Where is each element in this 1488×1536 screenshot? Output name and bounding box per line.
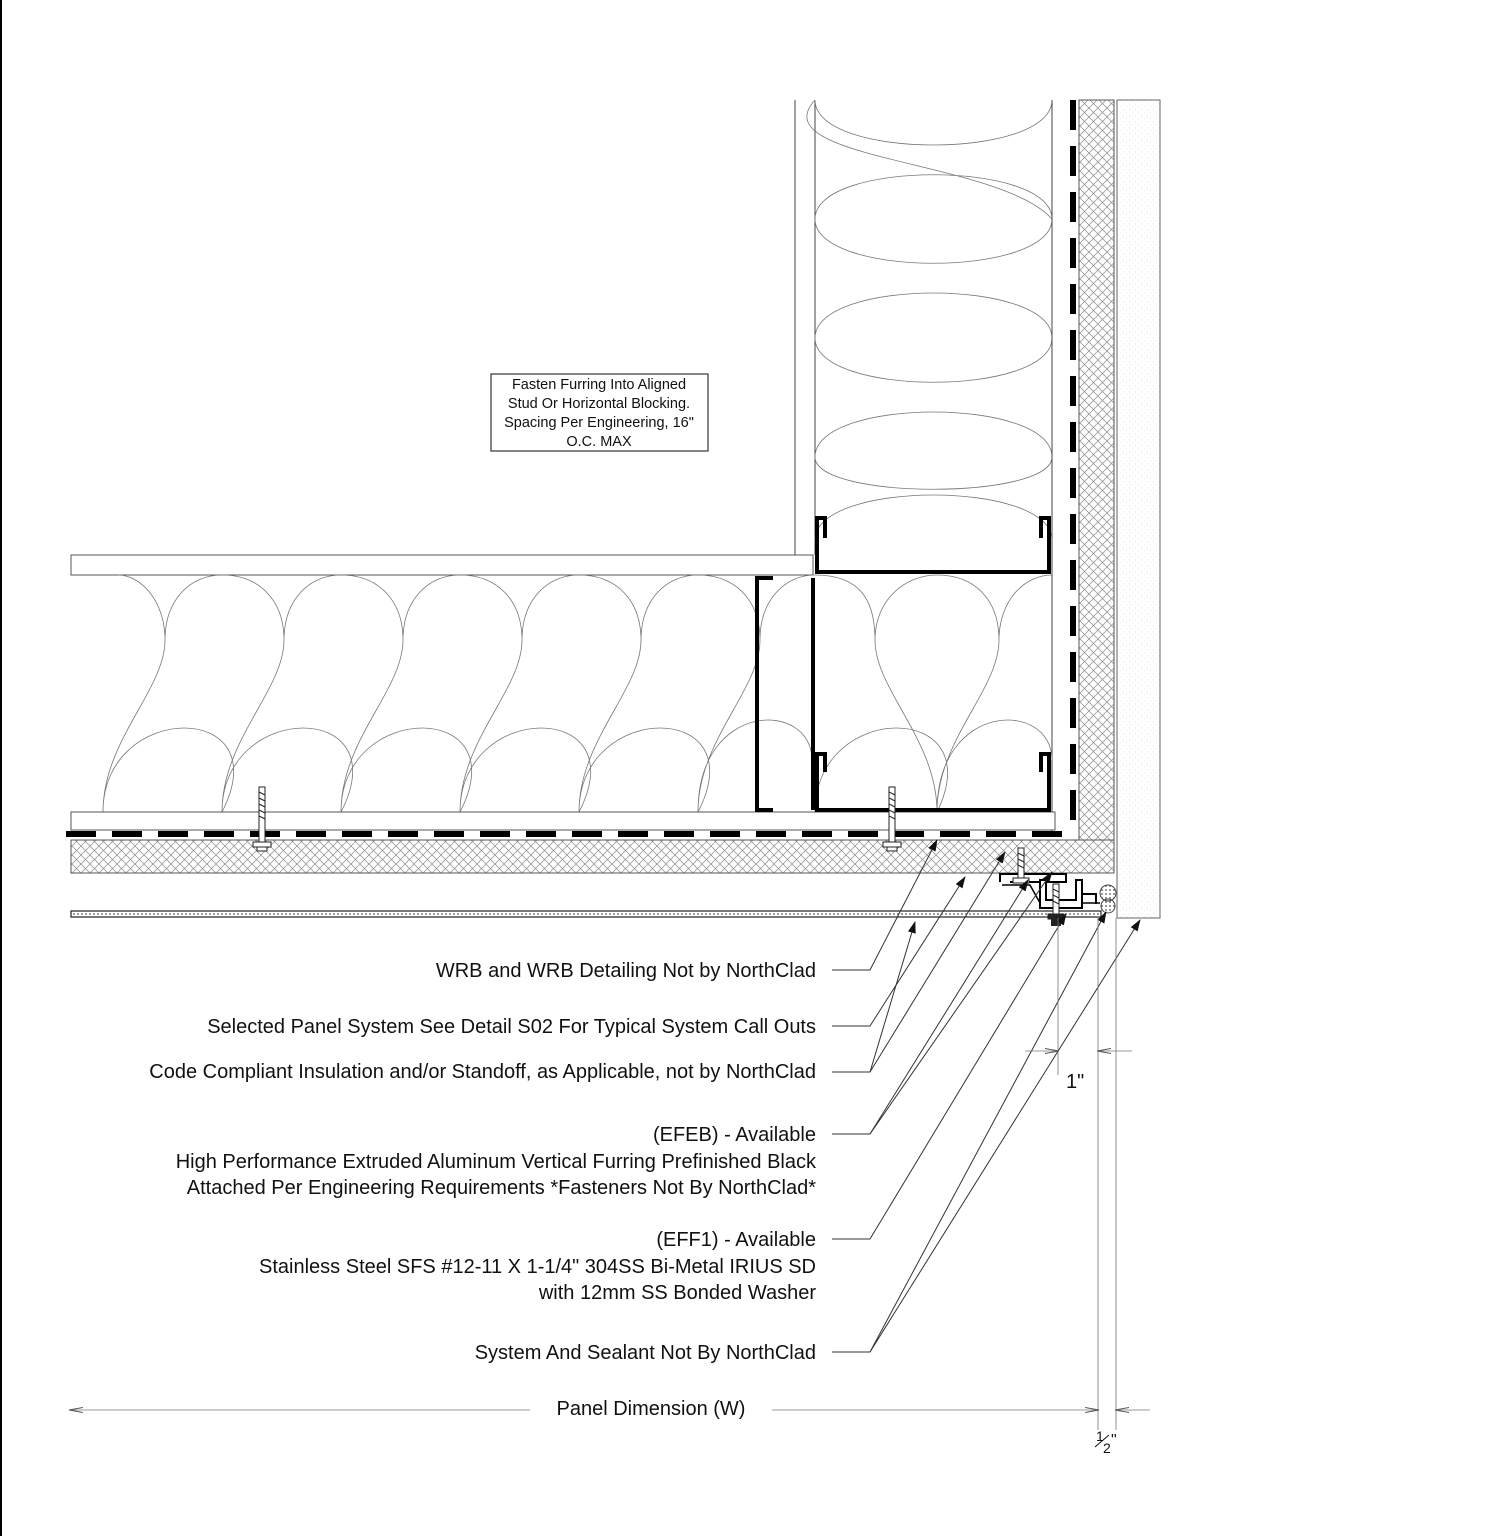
horizontal-rigid-insulation [71, 840, 1114, 873]
leader-panel-system [832, 877, 965, 1026]
vertical-batt-insulation [807, 100, 1052, 540]
callout-wrb: WRB and WRB Detailing Not by NorthClad [435, 960, 816, 982]
corner-stud-left [757, 578, 773, 810]
callout-sealant: System And Sealant Not By NorthClad [474, 1342, 816, 1364]
leader-eff1 [832, 914, 1066, 1239]
interior-board [71, 555, 813, 575]
horizontal-batt-insulation [103, 575, 1052, 812]
vertical-cladding-panel [1117, 100, 1160, 918]
vertical-wall [795, 100, 1160, 918]
note-line-4: O.C. MAX [566, 434, 632, 450]
top-stud [817, 518, 1049, 572]
dim-panel-label: Panel Dimension (W) [556, 1398, 746, 1420]
callout-efeb-line-2: High Performance Extruded Aluminum Vertical Furring Prefinished Black [175, 1151, 816, 1173]
callout-panel-system: Selected Panel System See Detail S02 For Typical System Call Outs [207, 1016, 816, 1038]
exterior-sheathing [71, 812, 1055, 830]
callout-eff1-line-3: with 12mm SS Bonded Washer [538, 1282, 816, 1304]
leader-insulation-b [870, 852, 1005, 1072]
callout-insulation: Code Compliant Insulation and/or Standoff, as Applicable, not by NorthClad [149, 1061, 816, 1083]
note-line-2: Stud Or Horizontal Blocking. [507, 396, 691, 412]
leader-sealant-a [832, 912, 1106, 1352]
callout-eff1-line-2: Stainless Steel SFS #12-11 X 1-1/4" 304SS Bi-Metal IRIUS SD [259, 1256, 816, 1278]
horizontal-cladding-panel [71, 911, 1101, 917]
callout-texts [149, 960, 817, 1364]
note-line-3: Spacing Per Engineering, 16" [504, 415, 694, 431]
dim-half-mark: " [1111, 1432, 1117, 1449]
leader-insulation-a [832, 922, 915, 1072]
horizontal-wall [66, 555, 1114, 917]
leader-efeb-a [832, 880, 1028, 1134]
callout-efeb-line-1: (EFEB) - Available [652, 1124, 816, 1146]
leader-sealant-b [870, 920, 1140, 1352]
callout-efeb-line-3: Attached Per Engineering Requirements *Fasteners Not By NorthClad* [186, 1177, 816, 1199]
vertical-rigid-insulation [1079, 100, 1114, 840]
note-line-1: Fasten Furring Into Aligned [511, 377, 687, 393]
dim-half-num: 1 [1096, 1428, 1104, 1444]
callout-eff1-line-1: (EFF1) - Available [656, 1229, 816, 1251]
dim-1in-label: 1" [1066, 1071, 1085, 1093]
bottom-stud [817, 754, 1049, 810]
fastening-note [491, 374, 708, 451]
dim-half-den: 2 [1103, 1440, 1111, 1456]
